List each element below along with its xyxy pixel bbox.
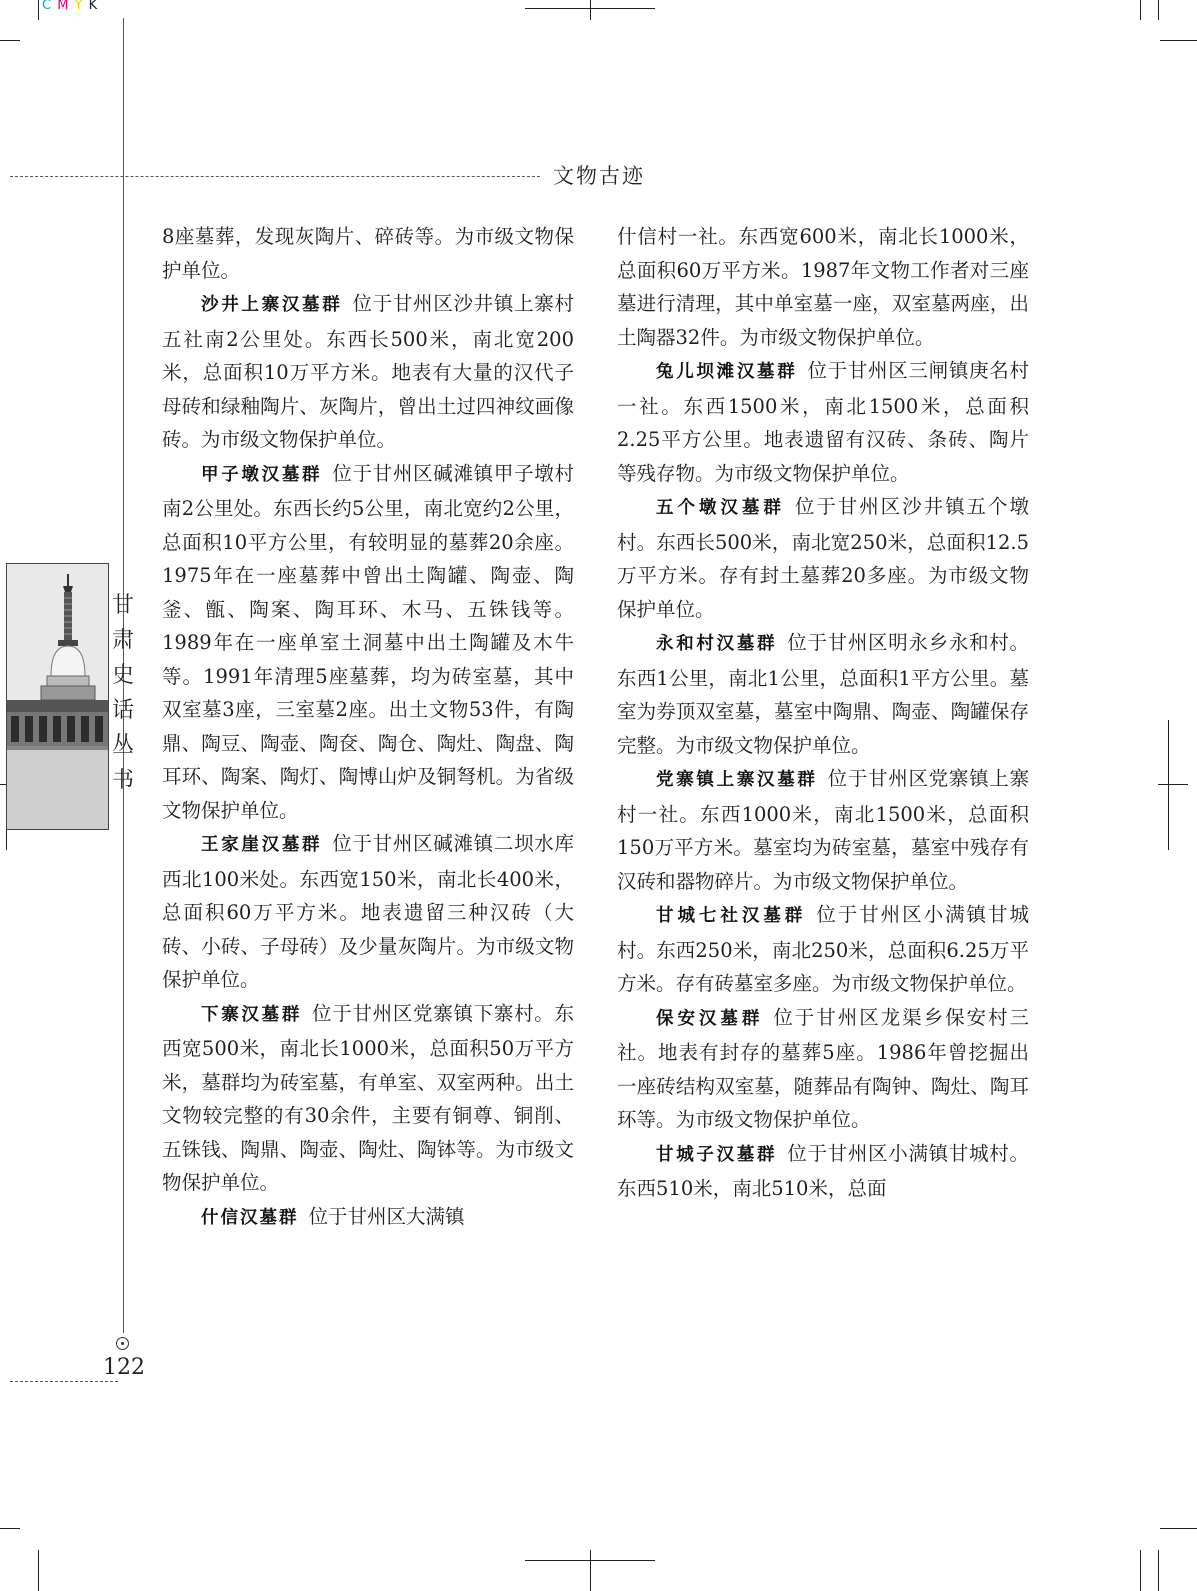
entry-text: 位于甘州区龙渠乡保安村三社。地表有封存的墓葬5座。1986年曾挖掘出一座砖结构双室墓，随葬品有陶钟、陶灶、陶耳环等。为市级文物保护单位。: [617, 1005, 1029, 1131]
series-char: 丛: [111, 733, 134, 758]
entry-paragraph: [162, 827, 574, 997]
crop-mark: [1160, 1528, 1197, 1529]
series-char: 史: [111, 663, 134, 688]
page-number: 122: [103, 1355, 145, 1380]
entry-paragraph: [617, 490, 1029, 626]
registration-mark: [1158, 784, 1188, 785]
series-char: 书: [111, 768, 134, 793]
cmyk-k: K: [88, 0, 99, 13]
entry-text: 8座墓葬，发现灰陶片、碎砖等。为市级文物保护单位。: [162, 225, 574, 282]
crop-mark: [1160, 40, 1197, 41]
entry-text: 位于甘州区沙井镇上寨村五社南2公里处。东西长500米，南北宽200米，总面积10万平方米。地表有大量的汉代子母砖和绿釉陶片、灰陶片，曾出土过四神纹画像砖。为市级文物保护单位。: [162, 292, 574, 451]
entry-title: 兔儿坝滩汉墓群: [656, 362, 798, 382]
entry-title: 永和村汉墓群: [656, 634, 778, 654]
crop-mark: [0, 1528, 20, 1529]
pagoda-photo: [6, 563, 109, 830]
footer-dashed-rule: [10, 1381, 118, 1382]
entry-title: 王家崖汉墓群: [201, 835, 323, 855]
entry-paragraph: [617, 220, 1029, 354]
entry-paragraph: [617, 762, 1029, 898]
entry-title: 什信汉墓群: [201, 1207, 299, 1228]
entry-text: 位于甘州区明永乡永和村。东西1公里，南北1公里，总面积1平方公里。墓室为券顶双室墓，墓室中陶鼎、陶壶、陶罐保存完整。为市级文物保护单位。: [617, 631, 1029, 757]
entry-paragraph: [162, 997, 574, 1200]
entry-title: 甘城七社汉墓群: [656, 906, 807, 926]
section-title: 文物古迹: [553, 164, 645, 188]
entry-title: 保安汉墓群: [656, 1008, 764, 1029]
entry-text: 位于甘州区沙井镇五个墩村。东西长500米，南北宽250米，总面积12.5万平方米。存有封土墓葬20多座。为市级文物保护单位。: [617, 495, 1029, 621]
crop-mark: [38, 1550, 39, 1591]
entry-paragraph: [617, 354, 1029, 490]
cmyk-c: C: [42, 0, 53, 13]
entry-title: 甲子墩汉墓群: [201, 464, 323, 485]
crop-mark: [1158, 0, 1159, 20]
entry-title: 沙井上寨汉墓群: [201, 295, 343, 315]
entry-title: 五个墩汉墓群: [656, 498, 785, 518]
entry-paragraph: [162, 220, 574, 287]
entry-paragraph: [162, 1200, 574, 1236]
cmyk-m: M: [57, 0, 70, 13]
entry-title: 下寨汉墓群: [201, 1004, 303, 1025]
entry-paragraph: [617, 1001, 1029, 1137]
entry-text: 位于甘州区碱滩镇二坝水库西北100米处。东西宽150米，南北长400米，总面积60万平方米。地表遗留三种汉砖（大砖、小砖、子母砖）及少量灰陶片。为市级文物保护单位。: [162, 832, 574, 991]
series-char: 话: [111, 698, 134, 723]
registration-mark: [590, 1550, 591, 1591]
entry-paragraph: [617, 898, 1029, 1001]
entry-text: 位于甘州区小满镇甘城村。东西510米，南北510米，总面: [617, 1141, 1029, 1200]
entry-text: 位于甘州区党寨镇上寨村一社。东西1000米，南北1500米，总面积150万平方米。墓室均为砖室墓，墓室中残存有汉砖和器物碎片。为市级文物保护单位。: [617, 767, 1029, 893]
entry-title: 党寨镇上寨汉墓群: [656, 770, 818, 790]
entry-text: 位于甘州区党寨镇下寨村。东西宽500米，南北长1000米，总面积50万平方米，墓群均为砖室墓，有单室、双室两种。出土文物较完整的有30余件，主要有铜尊、铜削、五铢钱、陶鼎、陶壶、陶灶、陶钵等。为市级文物保护单位。: [162, 1001, 574, 1194]
entry-text: 位于甘州区三闸镇庚名村一社。东西1500米，南北1500米，总面积2.25平方公里。地表遗留有汉砖、条砖、陶片等残存物。为市级文物保护单位。: [617, 359, 1029, 485]
left-column: [162, 220, 574, 1235]
registration-mark: [590, 0, 591, 20]
crop-mark: [0, 40, 20, 41]
crop-mark: [1158, 1550, 1159, 1591]
crop-mark: [38, 0, 39, 20]
cmyk-color-bar: [42, 0, 98, 13]
entry-paragraph: [617, 626, 1029, 762]
entry-text: 位于甘州区小满镇甘城村。东西250米，南北250米，总面积6.25万平方米。存有砖墓室多座。为市级文物保护单位。: [617, 903, 1029, 995]
entry-paragraph: [162, 457, 574, 828]
series-title: [110, 588, 136, 798]
series-char: 肃: [111, 628, 134, 653]
registration-mark: [1168, 720, 1169, 850]
right-column: [617, 220, 1029, 1206]
entry-title: 甘城子汉墓群: [656, 1144, 778, 1165]
header-dashed-rule: [10, 176, 540, 177]
cmyk-y: Y: [74, 0, 84, 13]
crop-mark: [1140, 1550, 1141, 1591]
entry-paragraph: [617, 1137, 1029, 1206]
page-number-ornament: [116, 1337, 129, 1350]
entry-paragraph: [162, 287, 574, 457]
entry-text: 位于甘州区碱滩镇甲子墩村南2公里处。东西长约5公里，南北宽约2公里，总面积10平方公里，有较明显的墓葬20余座。1975年在一座墓葬中曾出土陶罐、陶壶、陶釜、甑、陶案、陶耳环、木马、五铢钱等。1989年在一座单室土洞墓中出土陶罐及木牛等。1991年清理5座墓葬，均为砖室墓，其中双室墓3座，三室墓2座。出土文物53件，有陶鼎、陶豆、陶壶、陶奁、陶仓、陶灶、陶盘、陶耳环、陶案、陶灯、陶博山炉及铜弩机。为省级文物保护单位。: [162, 461, 574, 822]
crop-mark: [1140, 0, 1141, 20]
entry-text: 什信村一社。东西宽600米，南北长1000米，总面积60万平方米。1987年文物工作者对三座墓进行清理，其中单室墓一座，双室墓两座，出土陶器32件。为市级文物保护单位。: [617, 225, 1029, 349]
series-char: 甘: [111, 593, 134, 618]
entry-text: 位于甘州区大满镇: [308, 1204, 465, 1228]
